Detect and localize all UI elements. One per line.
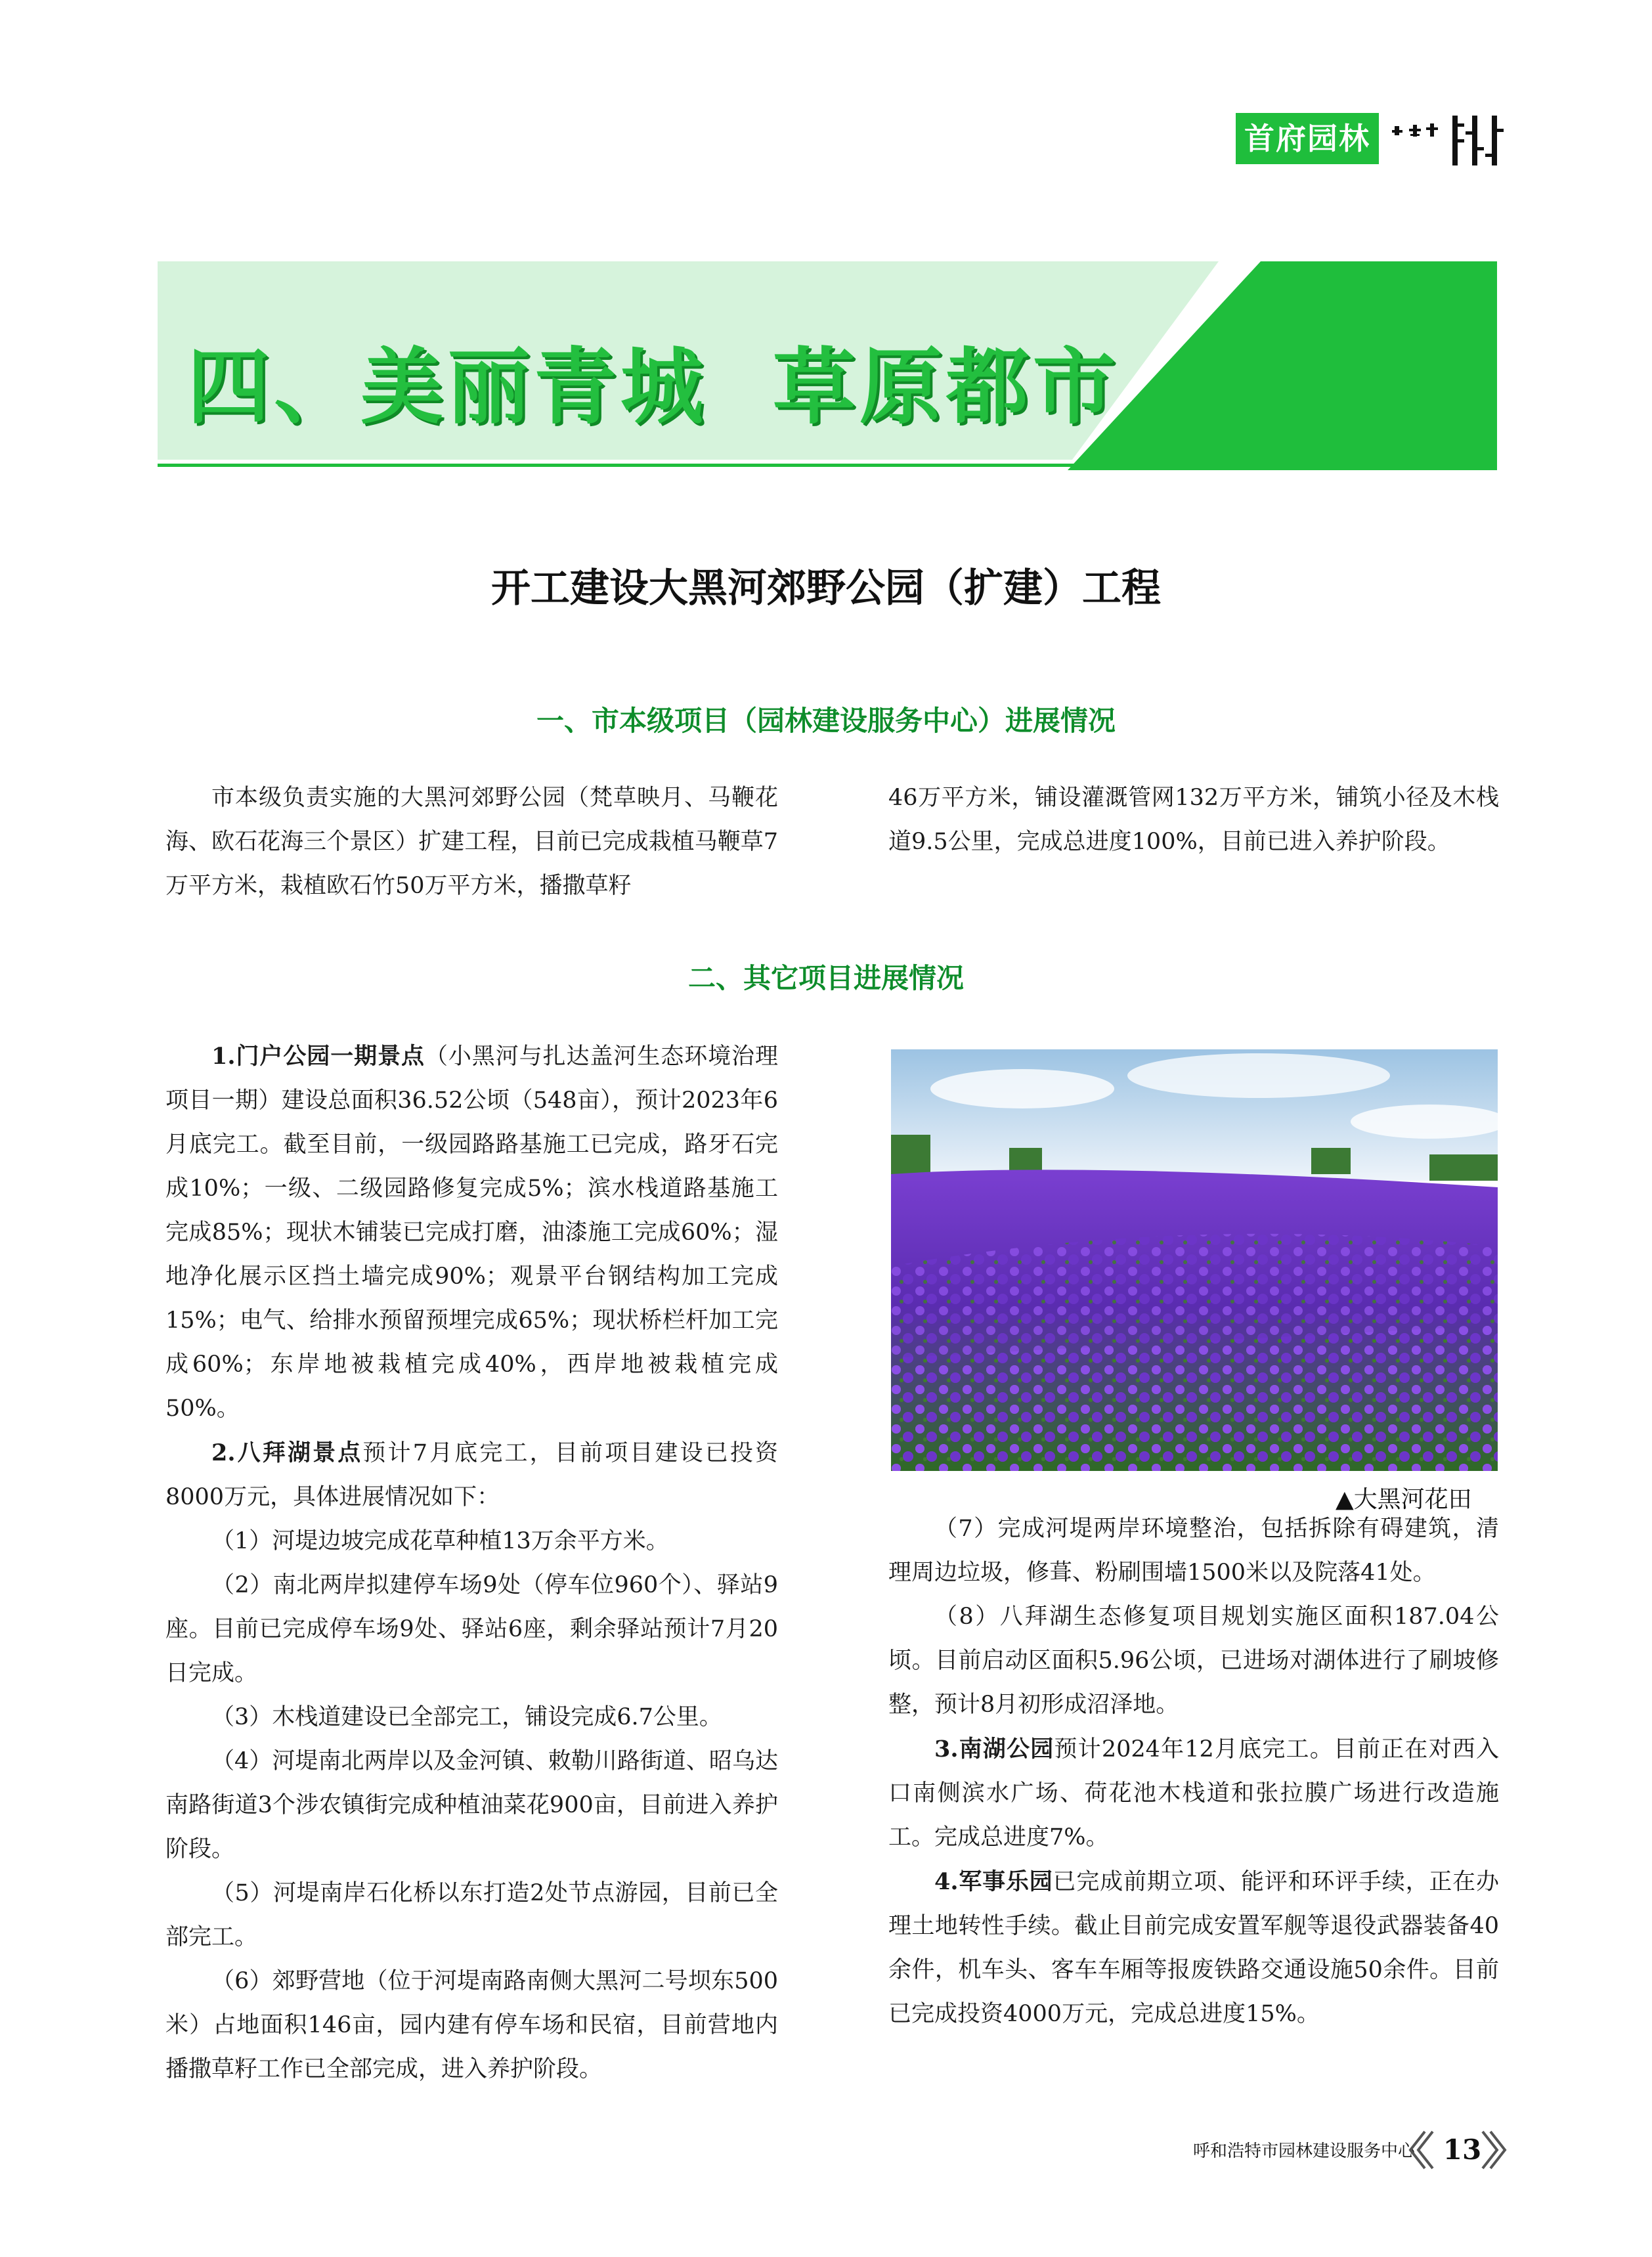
project-1-paragraph [165,1034,778,1431]
mongolian-script-icon [1387,110,1518,171]
footer-organization: 呼和浩特市园林建设服务中心 [1192,2141,1415,2161]
section-2-right-column [888,1507,1499,2036]
project-2-paragraph [165,1431,778,1520]
project-4-text: 已完成前期立项、能评和环评手续，正在办理土地转性手续。截止目前完成安置军舰等退役武器装备40余件，机车头、客车车厢等报废铁路交通设施50余件。目前已完成投资4000万元，完成总进度15%。 [888,1869,1499,2027]
project-3-text: 预计2024年12月底完工。目前正在对西入口南侧滨水广场、荷花池木栈道和张拉膜广场进行改造施工。完成总进度7%。 [888,1736,1499,1851]
section-2-left-column [165,1034,778,2092]
list-item: （7）完成河堤两岸环境整治，包括拆除有碍建筑，清理周边垃圾，修葺、粉刷围墙1500米以及院落41处。 [888,1516,1499,1586]
section-1-heading: 一、市本级项目（园林建设服务中心）进展情况 [536,705,1116,737]
list-item: （3）木栈道建设已全部完工，铺设完成6.7公里。 [211,1704,722,1730]
project-4-paragraph [888,1860,1499,2036]
page-number: 13 [1443,2134,1482,2166]
section-1-paragraph-left: 市本级负责实施的大黑河郊野公园（梵草映月、马鞭花海、欧石花海三个景区）扩建工程，目前已完成栽植马鞭草7万平方米，栽植欧石竹50万平方米，播撒草籽 [165,785,778,899]
project-2-text: 预计7月底完工，目前项目建设已投资8000万元，具体进展情况如下： [165,1440,778,1510]
project-4-title: 4.军事乐园 [934,1868,1053,1895]
project-3-paragraph [888,1727,1499,1860]
project-1-text: （小黑河与扎达盖河生态环境治理项目一期）建设总面积36.52公顷（548亩），预计2023年6月底完工。截至目前，一级园路路基施工已完成，路牙石完成10%；一级、二级园路修复完成5%；滨水栈道路基施工完成85%；现状木铺装已完成打磨，油漆施工完成60%；湿地净化展示区挡土墙完成90%；观景平台钢结构加工完成15%；电气、给排水预留预埋完成65%；现状桥栏杆加工完成60%；东岸地被栽植完成40%，西岸地被栽植完成50%。 [165,1043,778,1422]
list-item: （2）南北两岸拟建停车场9处（停车位960个）、驿站9座。目前已完成停车场9处、驿站6座，剩余驿站预计7月20日完成。 [165,1572,778,1686]
magazine-badge: 首府园林 [1236,113,1379,164]
list-item: （6）郊野营地（位于河堤南路南侧大黑河二号坝东500米）占地面积146亩，园内建有停车场和民宿，目前营地内播撒草籽工作已全部完成，进入养护阶段。 [165,1968,778,2082]
article-title: 开工建设大黑河郊野公园（扩建）工程 [491,565,1161,611]
list-item: （5）河堤南岸石化桥以东打造2处节点游园，目前已全部完工。 [165,1880,778,1950]
section-1-paragraph-right: 46万平方米，铺设灌溉管网132万平方米，铺筑小径及木栈道9.5公里，完成总进度100%，目前已进入养护阶段。 [888,785,1499,855]
section-1-left-column [165,776,778,908]
project-2-title: 2.八拜湖景点 [211,1439,363,1466]
section-1-right-column [888,776,1499,864]
list-item: （4）河堤南北两岸以及金河镇、敕勒川路街道、昭乌达南路街道3个涉农镇街完成种植油菜花900亩，目前进入养护阶段。 [165,1748,778,1862]
lavender-field-photo [891,1049,1498,1471]
project-3-title: 3.南湖公园 [934,1736,1054,1763]
banner-title: 四、美丽青城 草原都市 [187,339,1119,435]
photo-caption: ▲大黑河花田 [1336,1486,1472,1513]
section-2-heading: 二、其它项目进展情况 [687,962,964,994]
list-item: （1）河堤边坡完成花草种植13万余平方米。 [211,1528,669,1554]
list-item: （8）八拜湖生态修复项目规划实施区面积187.04公顷。目前启动区面积5.96公顷，已进场对湖体进行了刷坡修整，预计8月初形成沼泽地。 [888,1604,1499,1718]
project-1-title: 1.门户公园一期景点 [211,1043,425,1070]
